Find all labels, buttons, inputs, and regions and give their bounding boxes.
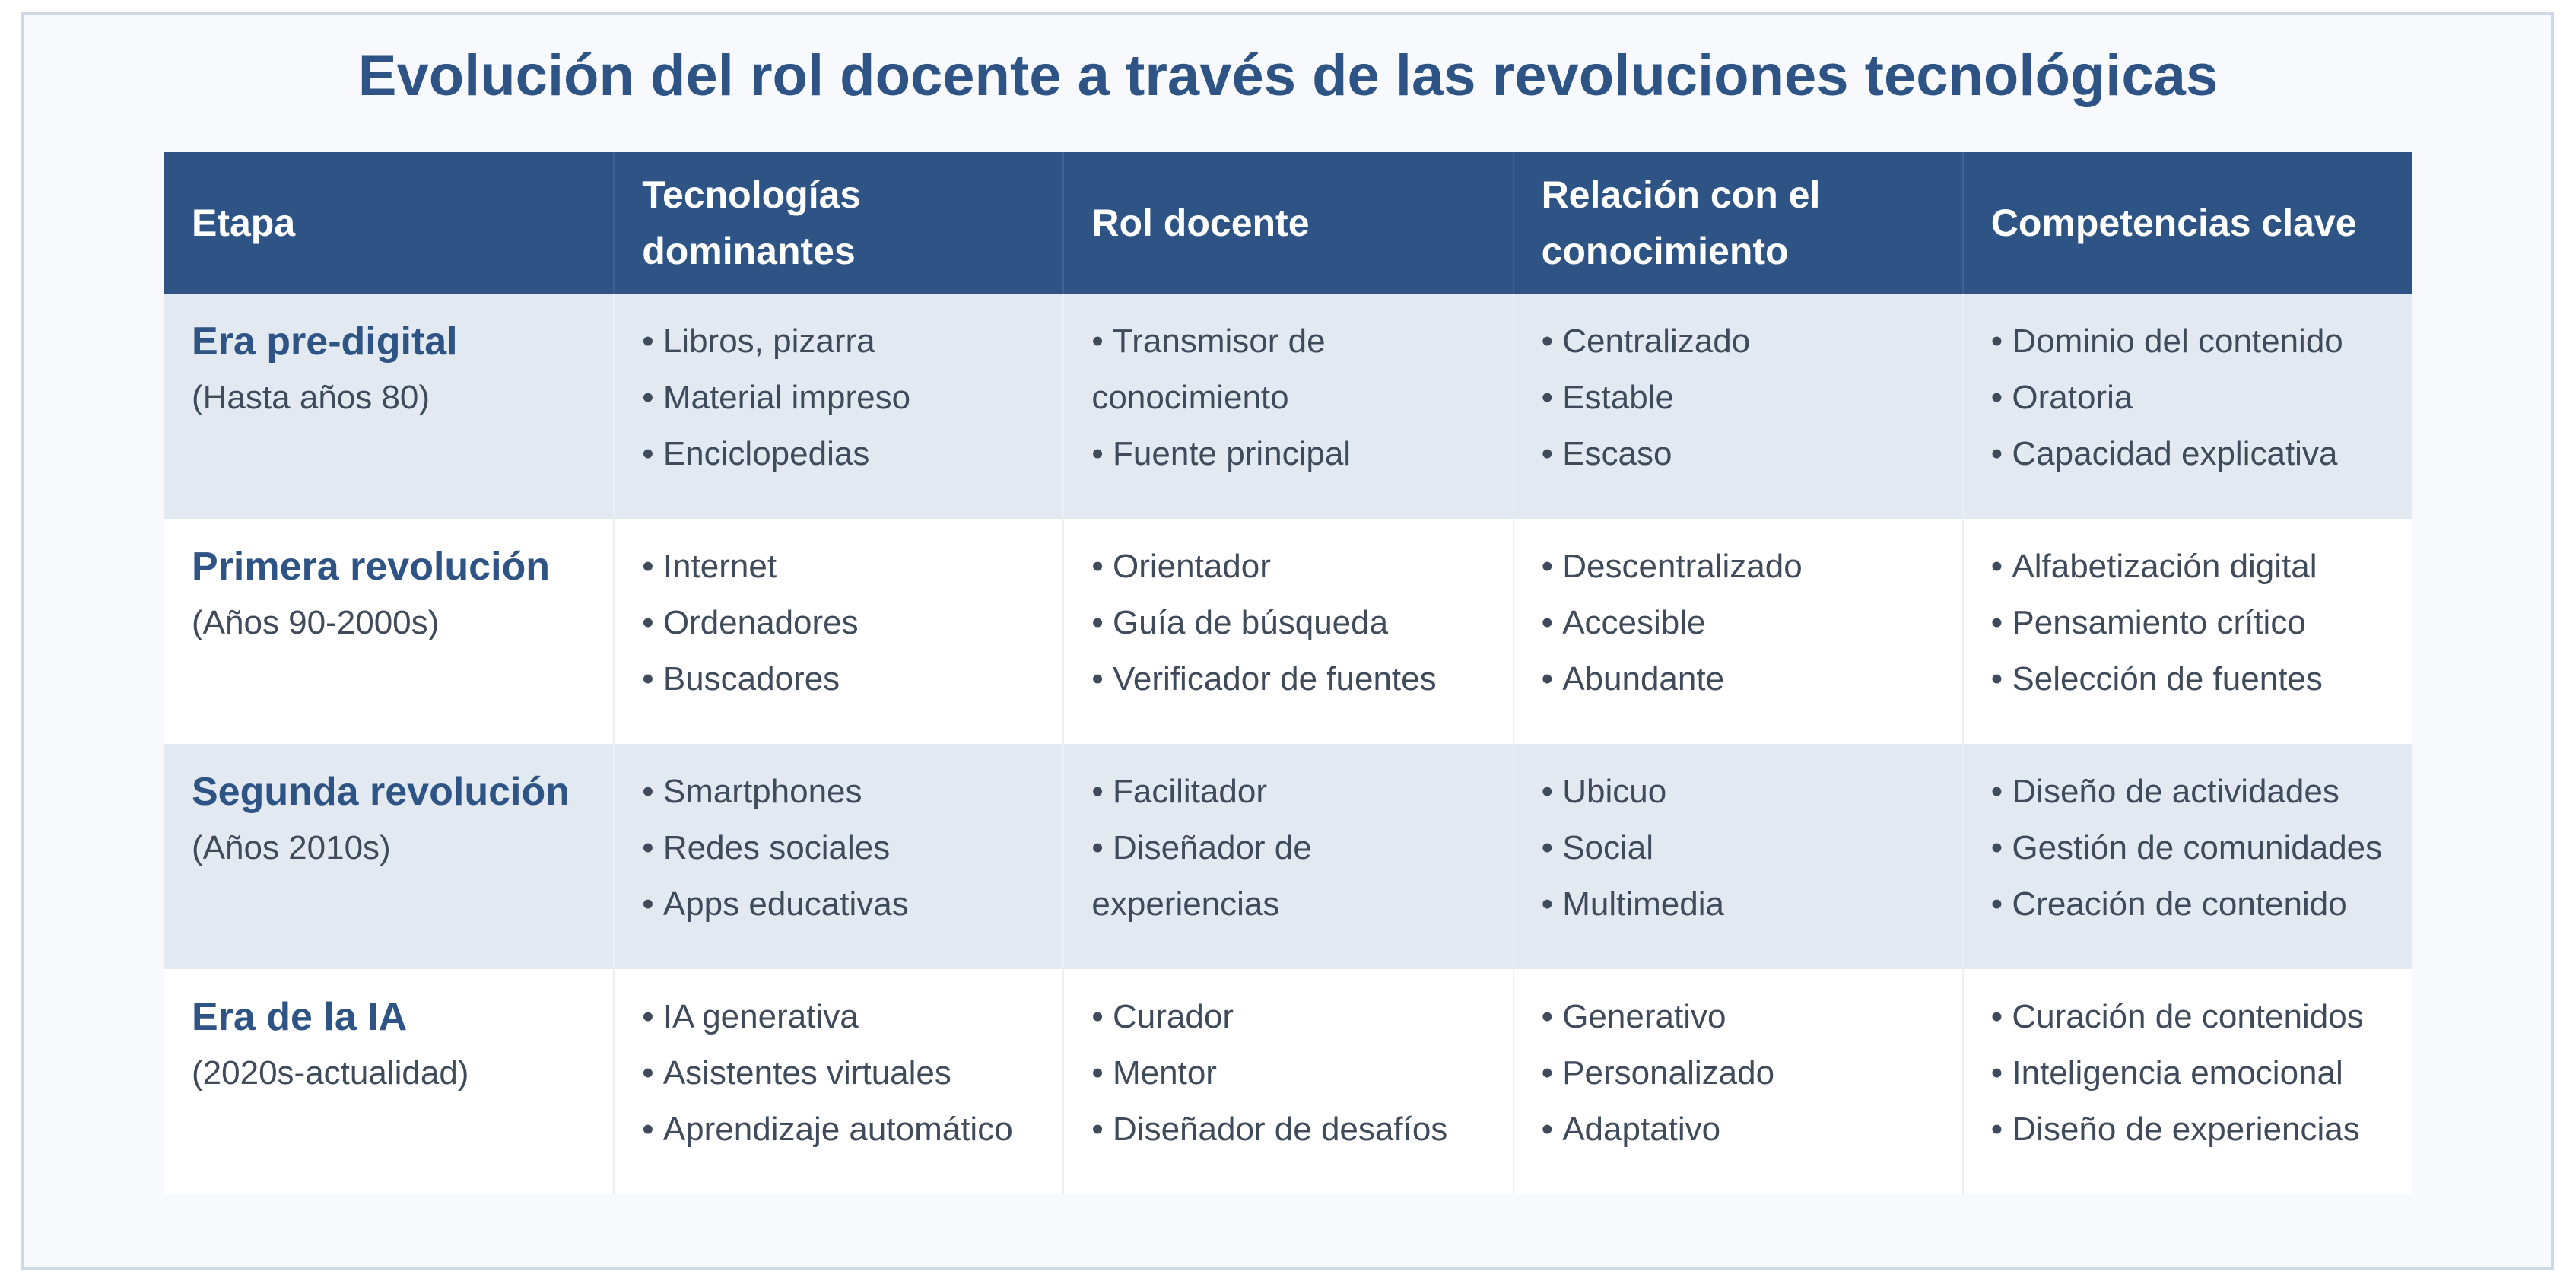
list-item: • Oratoria [1991, 370, 2385, 426]
list-item: • Guía de búsqueda [1091, 595, 1485, 651]
technologies-list [642, 764, 1035, 933]
list-item: • Asistentes virtuales [642, 1045, 1035, 1101]
list-item: • Ubicuo [1542, 764, 1935, 820]
stage-cell [164, 744, 614, 969]
technologies-list [642, 989, 1035, 1158]
role-list [1091, 764, 1485, 933]
list-item: • Personalizado [1542, 1045, 1935, 1101]
technologies-cell [614, 519, 1063, 744]
list-item: • Inteligencia emocional [1991, 1045, 2385, 1101]
stage-period: (2020s-actualidad) [192, 1054, 469, 1092]
competencies-cell [1963, 744, 2412, 969]
knowledge-cell [1514, 294, 1963, 519]
list-item: • IA generativa [642, 989, 1035, 1045]
table-row [164, 744, 2412, 969]
list-item: • Multimedia [1542, 876, 1935, 933]
stage-cell [164, 294, 614, 519]
list-item: • Redes sociales [642, 820, 1035, 876]
role-cell [1063, 969, 1513, 1194]
list-item: • Social [1542, 820, 1935, 876]
competencies-list [1991, 989, 2385, 1158]
knowledge-list [1542, 313, 1935, 482]
list-item: • Transmisor de conocimiento [1091, 313, 1485, 426]
list-item: • Diseñador de desafíos [1091, 1101, 1485, 1158]
list-item: • Gestión de comunidades [1991, 820, 2385, 876]
stage-name: Segunda revolución [192, 770, 570, 814]
header-role: Rol docente [1063, 152, 1513, 294]
list-item: • Mentor [1091, 1045, 1485, 1101]
list-item: • Diseño de experiencias [1991, 1101, 2385, 1158]
list-item: • Descentralizado [1542, 539, 1935, 595]
list-item: • Alfabetización digital [1991, 539, 2385, 595]
list-item: • Estable [1542, 370, 1935, 426]
role-cell [1063, 294, 1513, 519]
knowledge-list [1542, 989, 1935, 1158]
stage-period: (Hasta años 80) [192, 379, 430, 416]
page-title: Evolución del rol docente a través de las revoluciones tecnológicas [357, 43, 2219, 108]
header-row [164, 152, 2412, 294]
list-item: • Curación de contenidos [1991, 989, 2385, 1045]
stage-name: Primera revolución [192, 545, 551, 589]
knowledge-list [1542, 539, 1935, 707]
list-item: • Dominio del contenido [1991, 313, 2385, 370]
header-stage: Etapa [164, 152, 614, 294]
competencies-list [1991, 313, 2385, 482]
knowledge-cell [1514, 519, 1963, 744]
knowledge-cell [1514, 744, 1963, 969]
knowledge-list [1542, 764, 1935, 933]
stage-name: Era de la IA [192, 995, 408, 1039]
competencies-list [1991, 764, 2385, 933]
list-item: • Capacidad explicativa [1991, 426, 2385, 482]
role-list [1091, 313, 1485, 482]
list-item: • Buscadores [642, 651, 1035, 707]
role-cell [1063, 744, 1513, 969]
stage-cell [164, 969, 614, 1194]
table-row [164, 294, 2412, 519]
technologies-cell [614, 294, 1063, 519]
list-item: • Smartphones [642, 764, 1035, 820]
competencies-cell [1963, 969, 2412, 1194]
table-row [164, 519, 2412, 744]
list-item: • Material impreso [642, 370, 1035, 426]
list-item: • Internet [642, 539, 1035, 595]
technologies-list [642, 313, 1035, 482]
list-item: • Facilitador [1091, 764, 1485, 820]
table-header [164, 152, 2412, 294]
list-item: • Libros, pizarra [642, 313, 1035, 370]
list-item: • Escaso [1542, 426, 1935, 482]
list-item: • Diseñador de experiencias [1091, 820, 1485, 933]
list-item: • Verificador de fuentes [1091, 651, 1485, 707]
stage-name: Era pre-digital [192, 319, 458, 364]
competencies-cell [1963, 519, 2412, 744]
evolution-table [164, 152, 2412, 1194]
technologies-cell [614, 969, 1063, 1194]
technologies-list [642, 539, 1035, 707]
list-item: • Creación de contenido [1991, 876, 2385, 933]
list-item: • Abundante [1542, 651, 1935, 707]
role-cell [1063, 519, 1513, 744]
list-item: • Accesible [1542, 595, 1935, 651]
list-item: • Generativo [1542, 989, 1935, 1045]
role-list [1091, 539, 1485, 707]
table-body [164, 294, 2412, 1194]
knowledge-cell [1514, 969, 1963, 1194]
list-item: • Enciclopedias [642, 426, 1035, 482]
list-item: • Pensamiento crítico [1991, 595, 2385, 651]
technologies-cell [614, 744, 1063, 969]
competencies-cell [1963, 294, 2412, 519]
list-item: • Selección de fuentes [1991, 651, 2385, 707]
header-competencies: Competencias clave [1963, 152, 2412, 294]
list-item: • Centralizado [1542, 313, 1935, 370]
competencies-list [1991, 539, 2385, 707]
table-row [164, 969, 2412, 1194]
stage-period: (Años 2010s) [192, 829, 391, 866]
list-item: • Apps educativas [642, 876, 1035, 933]
list-item: • Aprendizaje automático [642, 1101, 1035, 1158]
list-item: • Adaptativo [1542, 1101, 1935, 1158]
header-technologies: Tecnologías dominantes [614, 152, 1063, 294]
stage-period: (Años 90-2000s) [192, 604, 440, 641]
header-knowledge: Relación con el conocimiento [1514, 152, 1963, 294]
list-item: • Orientador [1091, 539, 1485, 595]
list-item: • Fuente principal [1091, 426, 1485, 482]
list-item: • Ordenadores [642, 595, 1035, 651]
list-item: • Curador [1091, 989, 1485, 1045]
list-item: • Diseño de actividades [1991, 764, 2385, 820]
role-list [1091, 989, 1485, 1158]
stage-cell [164, 519, 614, 744]
